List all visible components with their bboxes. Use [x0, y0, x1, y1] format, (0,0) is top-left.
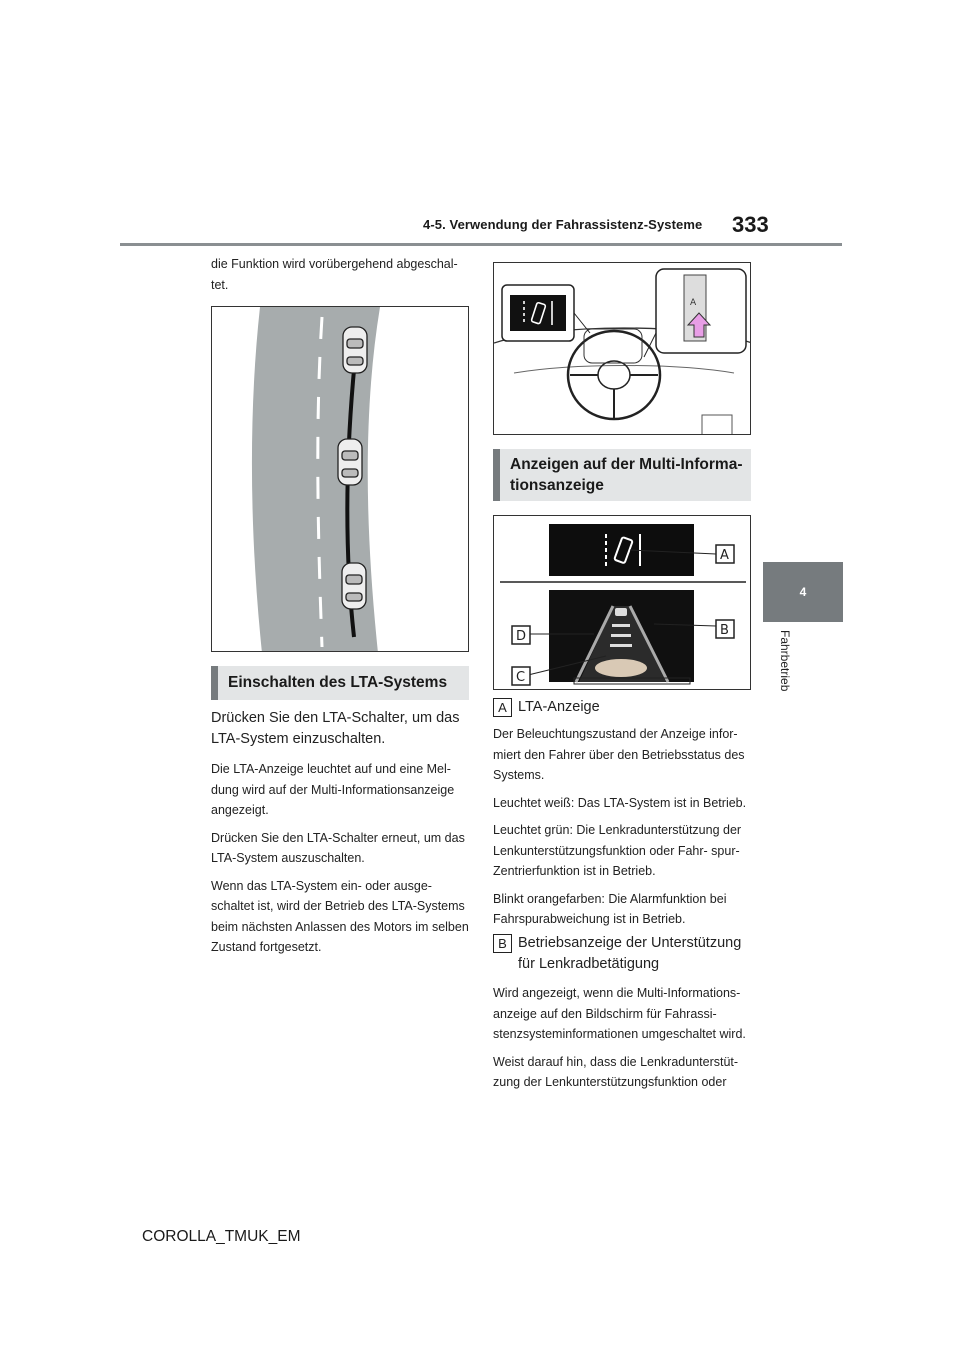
steering-wheel-figure — [494, 263, 751, 435]
item-tag-a: A — [493, 698, 512, 717]
model-code-footer: COROLLA_TMUK_EM — [142, 1228, 301, 1245]
chapter-label: Fahrbetrieb — [778, 630, 792, 692]
lane-illustration — [211, 306, 469, 652]
dashboard-illustration — [493, 262, 751, 435]
item-b-title: Betriebsanzeige der Unterstützung für Lenkradbetätigung — [518, 935, 742, 972]
intro-paragraph: die Funktion wird vorübergehend abgeschal- tet. — [211, 257, 458, 292]
paragraph: Leuchtet weiß: Das LTA-System ist in Betrieb. — [493, 795, 747, 810]
item-a-title: LTA-Anzeige — [518, 699, 600, 715]
paragraph: Drücken Sie den LTA-Schalter erneut, um das LTA-System auszuschalten. — [211, 830, 465, 865]
car-icon — [342, 563, 366, 609]
display-figure — [494, 516, 751, 690]
section-heading-lta-on: Einschalten des LTA-Systems — [211, 666, 469, 700]
diagram-label-d: D — [516, 629, 527, 644]
chapter-number: 4 — [799, 585, 807, 599]
chapter-tab — [763, 562, 843, 622]
paragraph: Blinkt orangefarben: Die Alarmfunktion bei Fahrspurabweichung ist in Betrieb. — [493, 891, 727, 926]
section-heading-multi-info: Anzeigen auf der Multi-Informa- tionsanzeige — [493, 449, 751, 501]
curved-road-figure — [212, 307, 469, 652]
left-body — [211, 708, 469, 965]
page-number: 333 — [732, 212, 769, 237]
item-b-block — [493, 933, 755, 1100]
paragraph: Wird angezeigt, wenn die Multi-Informations- anzeige auf den Bildschirm für Fahrassi- stenzsysteminformationen umgeschaltet wird. — [493, 986, 746, 1041]
car-icon — [343, 327, 367, 373]
diagram-label-b: B — [720, 623, 729, 638]
running-header: 4-5. Verwendung der Fahrassistenz-Systeme — [423, 217, 703, 232]
paragraph: Wenn das LTA-System ein- oder ausge- schaltet ist, wird der Betrieb des LTA-Systems beim nächsten Anlassen des Motors im selben Zustand fortgesetzt. — [211, 878, 469, 954]
paragraph: Der Beleuchtungszustand der Anzeige infor- miert den Fahrer über den Betriebsstatus des Systems. — [493, 727, 745, 782]
header-rule — [120, 243, 842, 246]
multi-info-diagram — [493, 515, 751, 690]
svg-text:A: A — [690, 298, 697, 308]
paragraph: Weist darauf hin, dass die Lenkradunterstüt- zung der Lenkunterstützungsfunktion oder — [493, 1054, 739, 1089]
diagram-label-c: C — [516, 670, 526, 685]
item-a-block — [493, 697, 755, 937]
paragraph: Leuchtet grün: Die Lenkradunterstützung der Lenkunterstützungsfunktion oder Fahr- spur-Zentrierfunktion ist in Betrieb. — [493, 823, 742, 878]
paragraph: Die LTA-Anzeige leuchtet auf und eine Mel- dung wird auf der Multi-Informationsanzeige angezeigt. — [211, 762, 455, 817]
lead-instruction: Drücken Sie den LTA-Schalter, um das LTA-System einzuschalten. — [211, 710, 460, 747]
car-icon — [338, 439, 362, 485]
item-tag-b: B — [493, 934, 512, 953]
diagram-label-a: A — [720, 548, 729, 563]
